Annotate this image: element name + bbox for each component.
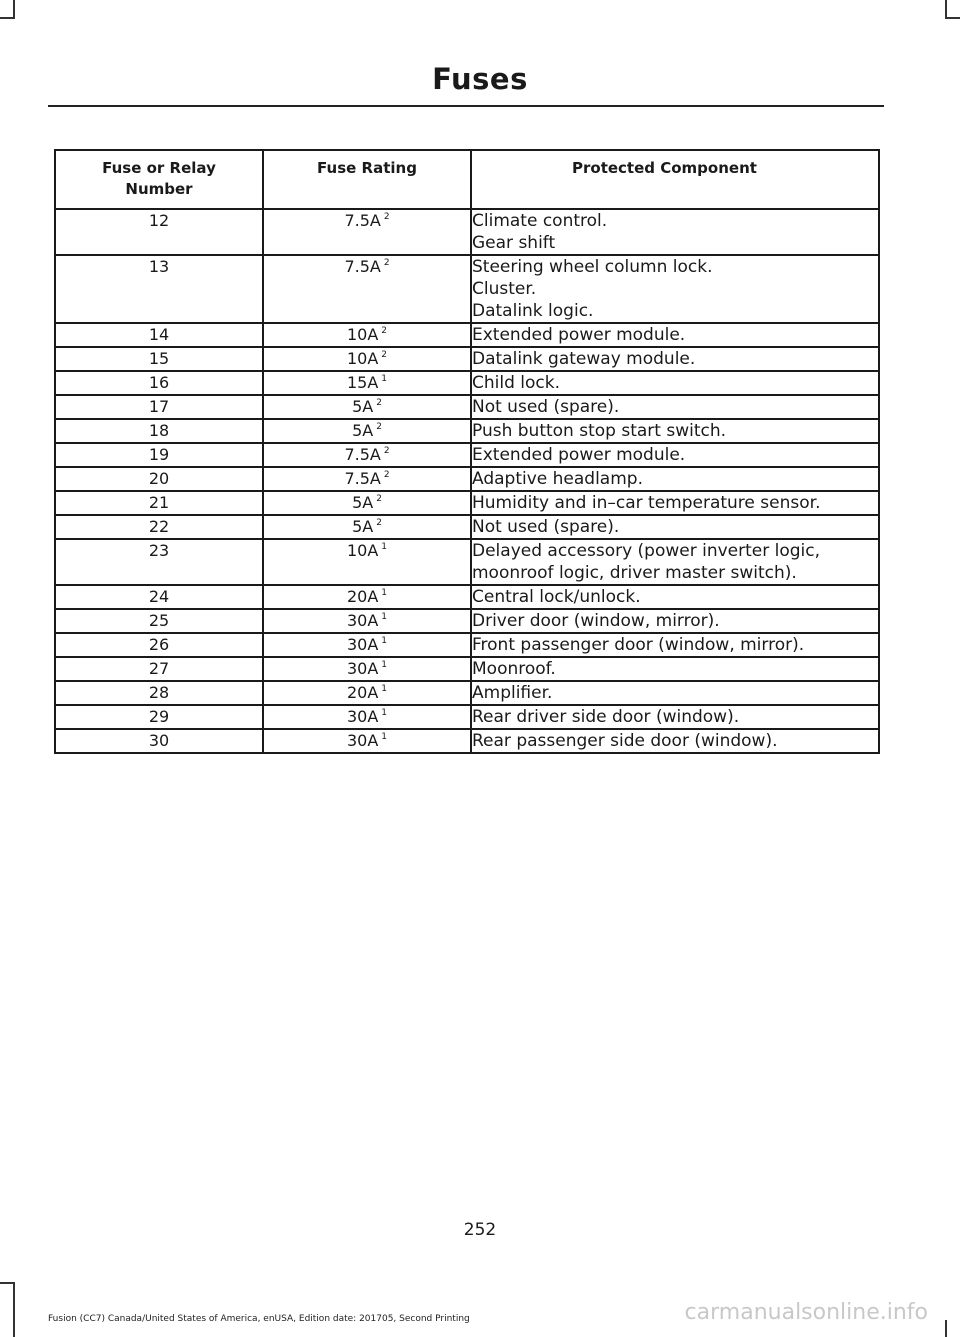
footnote-marker: 2: [376, 518, 382, 528]
watermark-logo: carmanualsonline.info: [684, 1300, 928, 1325]
protected-component-cell: [471, 419, 879, 443]
fuse-rating-cell: [263, 585, 471, 609]
footnote-marker: 2: [376, 494, 382, 504]
table-row: [55, 347, 879, 371]
header-fuse-number: Fuse or Relay Number: [55, 150, 263, 209]
fuse-rating-cell: [263, 657, 471, 681]
footer-edition-text: Fusion (CC7) Canada/United States of America, enUSA, Edition date: 201705, Second Printing: [48, 1314, 470, 1324]
footnote-marker: 2: [383, 446, 390, 456]
crop-mark-bottom-left-v: [13, 1282, 15, 1337]
fuse-number-cell: 28: [55, 681, 263, 705]
footnote-marker: 1: [381, 708, 388, 718]
footnote-marker: 1: [381, 732, 388, 742]
footnote-marker: 2: [383, 212, 390, 222]
component-line: Climate control.: [472, 211, 608, 231]
footnote-marker: 1: [381, 588, 388, 598]
fuse-number-cell: 27: [55, 657, 263, 681]
fuse-rating-cell: [263, 255, 471, 323]
fuse-number-cell: 21: [55, 491, 263, 515]
fuse-rating-cell: [263, 539, 471, 585]
component-line: Rear driver side door (window).: [472, 707, 740, 727]
table-row: [55, 515, 879, 539]
fuse-rating-cell: [263, 681, 471, 705]
fuse-rating-cell: [263, 347, 471, 371]
fuse-rating-cell: [263, 491, 471, 515]
component-line: Humidity and in–car temperature sensor.: [472, 493, 821, 513]
fuse-number-cell: 26: [55, 633, 263, 657]
table-row: [55, 705, 879, 729]
component-line: Moonroof.: [472, 659, 556, 679]
protected-component-cell: [471, 209, 879, 255]
component-line: Adaptive headlamp.: [472, 469, 643, 489]
component-line: Child lock.: [472, 373, 561, 393]
table-row: [55, 657, 879, 681]
table-row: [55, 443, 879, 467]
header-fuse-rating: Fuse Rating: [263, 150, 471, 209]
crop-mark-top-right-h: [945, 17, 960, 19]
fuse-rating-value: 30A: [346, 659, 379, 678]
footnote-marker: 2: [383, 258, 390, 268]
fuse-number-cell: 15: [55, 347, 263, 371]
table-row: [55, 585, 879, 609]
table-row: [55, 539, 879, 585]
footnote-marker: 1: [381, 684, 388, 694]
footnote-marker: 2: [376, 398, 382, 408]
crop-mark-top-right-v: [945, 0, 947, 18]
fuse-number-cell: 14: [55, 323, 263, 347]
fuse-rating-value: 20A: [346, 587, 379, 606]
protected-component-cell: [471, 657, 879, 681]
footnote-marker: 2: [376, 422, 382, 432]
table-header-row: [55, 150, 879, 209]
protected-component-cell: [471, 467, 879, 491]
component-line: Delayed accessory (power inverter logic,: [472, 541, 821, 561]
component-line: Central lock/unlock.: [472, 587, 641, 607]
table-row: [55, 323, 879, 347]
fuse-rating-value: 7.5A: [344, 469, 381, 488]
fuse-rating-cell: [263, 443, 471, 467]
crop-mark-top-left-h: [0, 17, 15, 19]
table-row: [55, 729, 879, 753]
fuse-rating-value: 10A: [346, 325, 379, 344]
fuse-number-cell: 24: [55, 585, 263, 609]
protected-component-cell: [471, 443, 879, 467]
fuse-table-body: [55, 209, 879, 753]
fuse-rating-value: 7.5A: [344, 211, 381, 230]
footnote-marker: 2: [381, 350, 388, 360]
crop-mark-bottom-left-h: [0, 1282, 15, 1284]
footnote-marker: 2: [381, 326, 388, 336]
footnote-marker: 1: [381, 612, 388, 622]
table-row: [55, 609, 879, 633]
protected-component-cell: [471, 515, 879, 539]
title-divider: [48, 105, 884, 107]
table-row: [55, 491, 879, 515]
component-line: Datalink logic.: [472, 301, 594, 321]
fuse-rating-value: 30A: [346, 635, 379, 654]
fuse-rating-value: 30A: [346, 611, 379, 630]
fuse-table: [54, 149, 880, 754]
fuse-rating-cell: [263, 609, 471, 633]
fuse-rating-value: 5A: [352, 517, 374, 536]
component-line: Driver door (window, mirror).: [472, 611, 720, 631]
component-line: Gear shift: [472, 233, 556, 253]
fuse-rating-value: 30A: [346, 707, 379, 726]
protected-component-cell: [471, 347, 879, 371]
fuse-rating-cell: [263, 209, 471, 255]
table-row: [55, 419, 879, 443]
protected-component-cell: [471, 371, 879, 395]
fuse-rating-cell: [263, 419, 471, 443]
table-row: [55, 633, 879, 657]
fuse-rating-value: 30A: [346, 731, 379, 750]
crop-mark-top-left-v: [13, 0, 15, 18]
component-line: moonroof logic, driver master switch).: [472, 563, 797, 583]
protected-component-cell: [471, 729, 879, 753]
page-number: 252: [463, 1220, 497, 1240]
component-line: Amplifier.: [472, 683, 553, 703]
component-line: Not used (spare).: [472, 517, 620, 537]
component-line: Extended power module.: [472, 325, 686, 345]
component-line: Front passenger door (window, mirror).: [472, 635, 805, 655]
crop-mark-bottom-right-v: [945, 1320, 947, 1337]
component-line: Rear passenger side door (window).: [472, 731, 778, 751]
fuse-number-cell: 29: [55, 705, 263, 729]
protected-component-cell: [471, 539, 879, 585]
fuse-number-cell: 18: [55, 419, 263, 443]
fuse-rating-cell: [263, 729, 471, 753]
fuse-number-cell: 12: [55, 209, 263, 255]
fuse-number-cell: 20: [55, 467, 263, 491]
table-row: [55, 467, 879, 491]
fuse-rating-cell: [263, 371, 471, 395]
protected-component-cell: [471, 681, 879, 705]
fuse-rating-cell: [263, 395, 471, 419]
table-row: [55, 371, 879, 395]
table-row: [55, 681, 879, 705]
fuse-number-cell: 25: [55, 609, 263, 633]
fuse-rating-cell: [263, 633, 471, 657]
footnote-marker: 2: [383, 470, 390, 480]
footnote-marker: 1: [381, 660, 388, 670]
fuse-rating-value: 5A: [352, 397, 374, 416]
fuse-rating-cell: [263, 467, 471, 491]
table-row: [55, 395, 879, 419]
fuse-rating-value: 7.5A: [344, 257, 381, 276]
fuse-rating-value: 10A: [346, 349, 379, 368]
footnote-marker: 1: [381, 374, 388, 384]
fuse-rating-cell: [263, 323, 471, 347]
fuse-number-cell: 23: [55, 539, 263, 585]
protected-component-cell: [471, 323, 879, 347]
component-line: Not used (spare).: [472, 397, 620, 417]
header-protected-component: Protected Component: [471, 150, 879, 209]
protected-component-cell: [471, 609, 879, 633]
fuse-number-cell: 17: [55, 395, 263, 419]
protected-component-cell: [471, 255, 879, 323]
fuse-rating-cell: [263, 515, 471, 539]
fuse-rating-value: 7.5A: [344, 445, 381, 464]
protected-component-cell: [471, 585, 879, 609]
component-line: Steering wheel column lock.: [472, 257, 713, 277]
footnote-marker: 1: [381, 542, 388, 552]
fuse-number-cell: 19: [55, 443, 263, 467]
protected-component-cell: [471, 491, 879, 515]
fuse-number-cell: 30: [55, 729, 263, 753]
page-title: Fuses: [432, 62, 528, 96]
component-line: Push button stop start switch.: [472, 421, 727, 441]
fuse-number-cell: 13: [55, 255, 263, 323]
table-row: [55, 209, 879, 255]
fuse-number-cell: 16: [55, 371, 263, 395]
protected-component-cell: [471, 395, 879, 419]
fuse-rating-value: 5A: [352, 493, 374, 512]
protected-component-cell: [471, 705, 879, 729]
table-row: [55, 255, 879, 323]
component-line: Datalink gateway module.: [472, 349, 696, 369]
fuse-rating-cell: [263, 705, 471, 729]
fuse-rating-value: 5A: [352, 421, 374, 440]
fuse-number-cell: 22: [55, 515, 263, 539]
footnote-marker: 1: [381, 636, 388, 646]
fuse-rating-value: 20A: [346, 683, 379, 702]
component-line: Extended power module.: [472, 445, 686, 465]
fuse-rating-value: 15A: [346, 373, 379, 392]
component-line: Cluster.: [472, 279, 537, 299]
protected-component-cell: [471, 633, 879, 657]
fuse-rating-value: 10A: [346, 541, 379, 560]
